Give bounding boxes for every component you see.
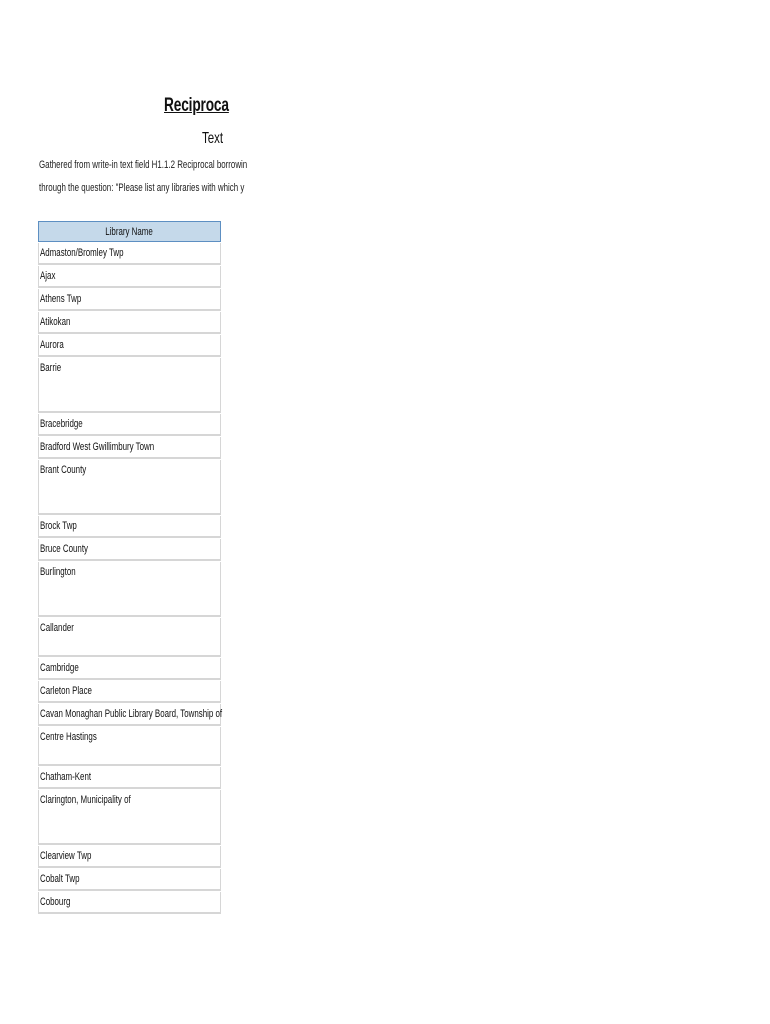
visible-print-area [0,0,248,1024]
table-header [38,221,221,242]
table-row [38,516,221,538]
description-line-2: through the question: "Please list any libraries with which y [39,182,245,194]
table-row [38,869,221,891]
table-row [38,358,221,413]
table-row [38,289,221,311]
page-title: Reciproca [164,95,229,116]
library-name-cell: Clarington, Municipality of [40,794,131,806]
table-row [38,846,221,868]
library-name-cell: Cobourg [40,896,71,908]
table-row [38,312,221,334]
library-name-cell: Cobalt Twp [40,873,80,885]
library-name-cell: Centre Hastings [40,731,97,743]
table-row [38,243,221,265]
library-name-cell: Clearview Twp [40,850,92,862]
library-name-cell: Bruce County [40,543,88,555]
table-row [38,437,221,459]
library-name-cell: Chatham-Kent [40,771,92,783]
table-row [38,727,221,766]
library-name-cell: Brock Twp [40,520,77,532]
table-row [38,790,221,845]
table-row [38,335,221,357]
library-table [38,221,221,914]
table-row [38,892,221,914]
library-name-cell: Barrie [40,362,62,374]
description-line-1: Gathered from write-in text field H1.1.2 Reciprocal borrowin [39,159,248,171]
page-subtitle: Text [202,130,224,147]
library-name-cell: Bracebridge [40,418,83,430]
library-name-cell: Athens Twp [40,293,82,305]
library-name-cell: Aurora [40,339,64,351]
library-name-cell: Burlington [40,566,76,578]
library-name-cell: Brant County [40,464,87,476]
table-row [38,681,221,703]
library-name-cell: Cavan Monaghan Public Library Board, Township of [40,708,223,720]
table-row [38,414,221,436]
table-row [38,704,221,726]
table-row [38,460,221,515]
column-header-library-name: Library Name [105,225,154,238]
table-row [38,618,221,657]
table-row [38,539,221,561]
library-name-cell: Cambridge [40,662,79,674]
library-name-cell: Admaston/Bromley Twp [40,247,124,259]
library-name-cell: Carleton Place [40,685,92,697]
table-row [38,562,221,617]
table-row [38,266,221,288]
library-name-cell: Callander [40,622,74,634]
library-name-cell: Bradford West Gwillimbury Town [40,441,155,453]
table-row [38,658,221,680]
library-name-cell: Atikokan [40,316,71,328]
library-name-cell: Ajax [40,270,56,282]
table-row [38,767,221,789]
